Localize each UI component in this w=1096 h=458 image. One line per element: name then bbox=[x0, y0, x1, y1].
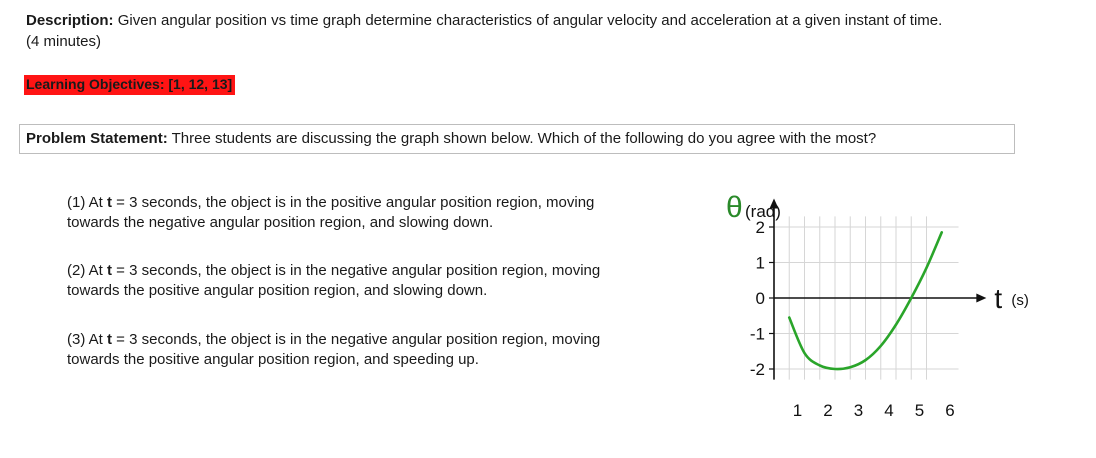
chart-labels bbox=[726, 191, 1029, 420]
option-2-text-line2: towards the positive angular position region, and slowing down. bbox=[67, 282, 488, 299]
y-axis-unit: (rad) bbox=[745, 202, 781, 221]
y-axis-symbol: θ bbox=[726, 191, 743, 224]
x-tick-label: 2 bbox=[823, 401, 833, 420]
option-1-prefix: (1) At bbox=[67, 194, 108, 211]
option-3 bbox=[67, 330, 707, 370]
x-axis-symbol: t bbox=[994, 283, 1003, 314]
problem-statement-text: Three students are discussing the graph shown below. Which of the following do you agree with the most? bbox=[171, 130, 877, 147]
y-tick-label: 2 bbox=[755, 218, 765, 237]
option-2-prefix: (2) At bbox=[67, 262, 108, 279]
y-tick-label: -1 bbox=[749, 324, 765, 344]
description-text: Given angular position vs time graph determine characteristics of angular velocity and acceleration at a given instant of time. bbox=[117, 12, 943, 29]
option-2-t: t bbox=[107, 262, 113, 279]
x-axis-arrow bbox=[976, 294, 986, 303]
option-3-t: t bbox=[107, 331, 113, 348]
x-tick-label: 3 bbox=[853, 401, 864, 420]
x-tick-label: 5 bbox=[914, 401, 925, 420]
learning-objectives-value: [1, 12, 13] bbox=[168, 76, 233, 92]
x-tick-label: 1 bbox=[792, 401, 803, 420]
learning-objectives-badge bbox=[24, 75, 235, 95]
y-tick-label: -2 bbox=[749, 360, 765, 379]
x-axis-unit: (s) bbox=[1011, 292, 1029, 309]
x-tick-label: 4 bbox=[884, 401, 894, 420]
option-3-text-line2: towards the positive angular position region, and speeding up. bbox=[67, 351, 479, 368]
option-3-prefix: (3) At bbox=[67, 331, 108, 348]
learning-objectives-label: Learning Objectives: bbox=[26, 76, 165, 92]
option-1-text-line2: towards the negative angular position region, and slowing down. bbox=[67, 214, 494, 231]
description bbox=[26, 10, 1086, 52]
y-tick-label: 0 bbox=[755, 289, 765, 308]
description-duration: (4 minutes) bbox=[26, 33, 102, 50]
option-3-text: = 3 seconds, the object is in the negative angular position region, moving bbox=[112, 331, 601, 348]
problem-statement-label: Problem Statement: bbox=[26, 130, 168, 147]
option-2 bbox=[67, 261, 707, 301]
y-tick-label: 1 bbox=[755, 253, 765, 273]
option-2-text: = 3 seconds, the object is in the negative angular position region, moving bbox=[112, 262, 601, 279]
description-label: Description: bbox=[26, 12, 114, 29]
x-tick-label: 6 bbox=[945, 401, 955, 420]
angular-position-graph bbox=[700, 180, 1096, 430]
option-1 bbox=[67, 193, 707, 233]
problem-statement-box bbox=[19, 124, 1015, 154]
option-1-t: t bbox=[107, 194, 113, 211]
option-1-text: = 3 seconds, the object is in the positive angular position region, moving bbox=[112, 194, 595, 211]
chart-axes bbox=[769, 198, 986, 379]
